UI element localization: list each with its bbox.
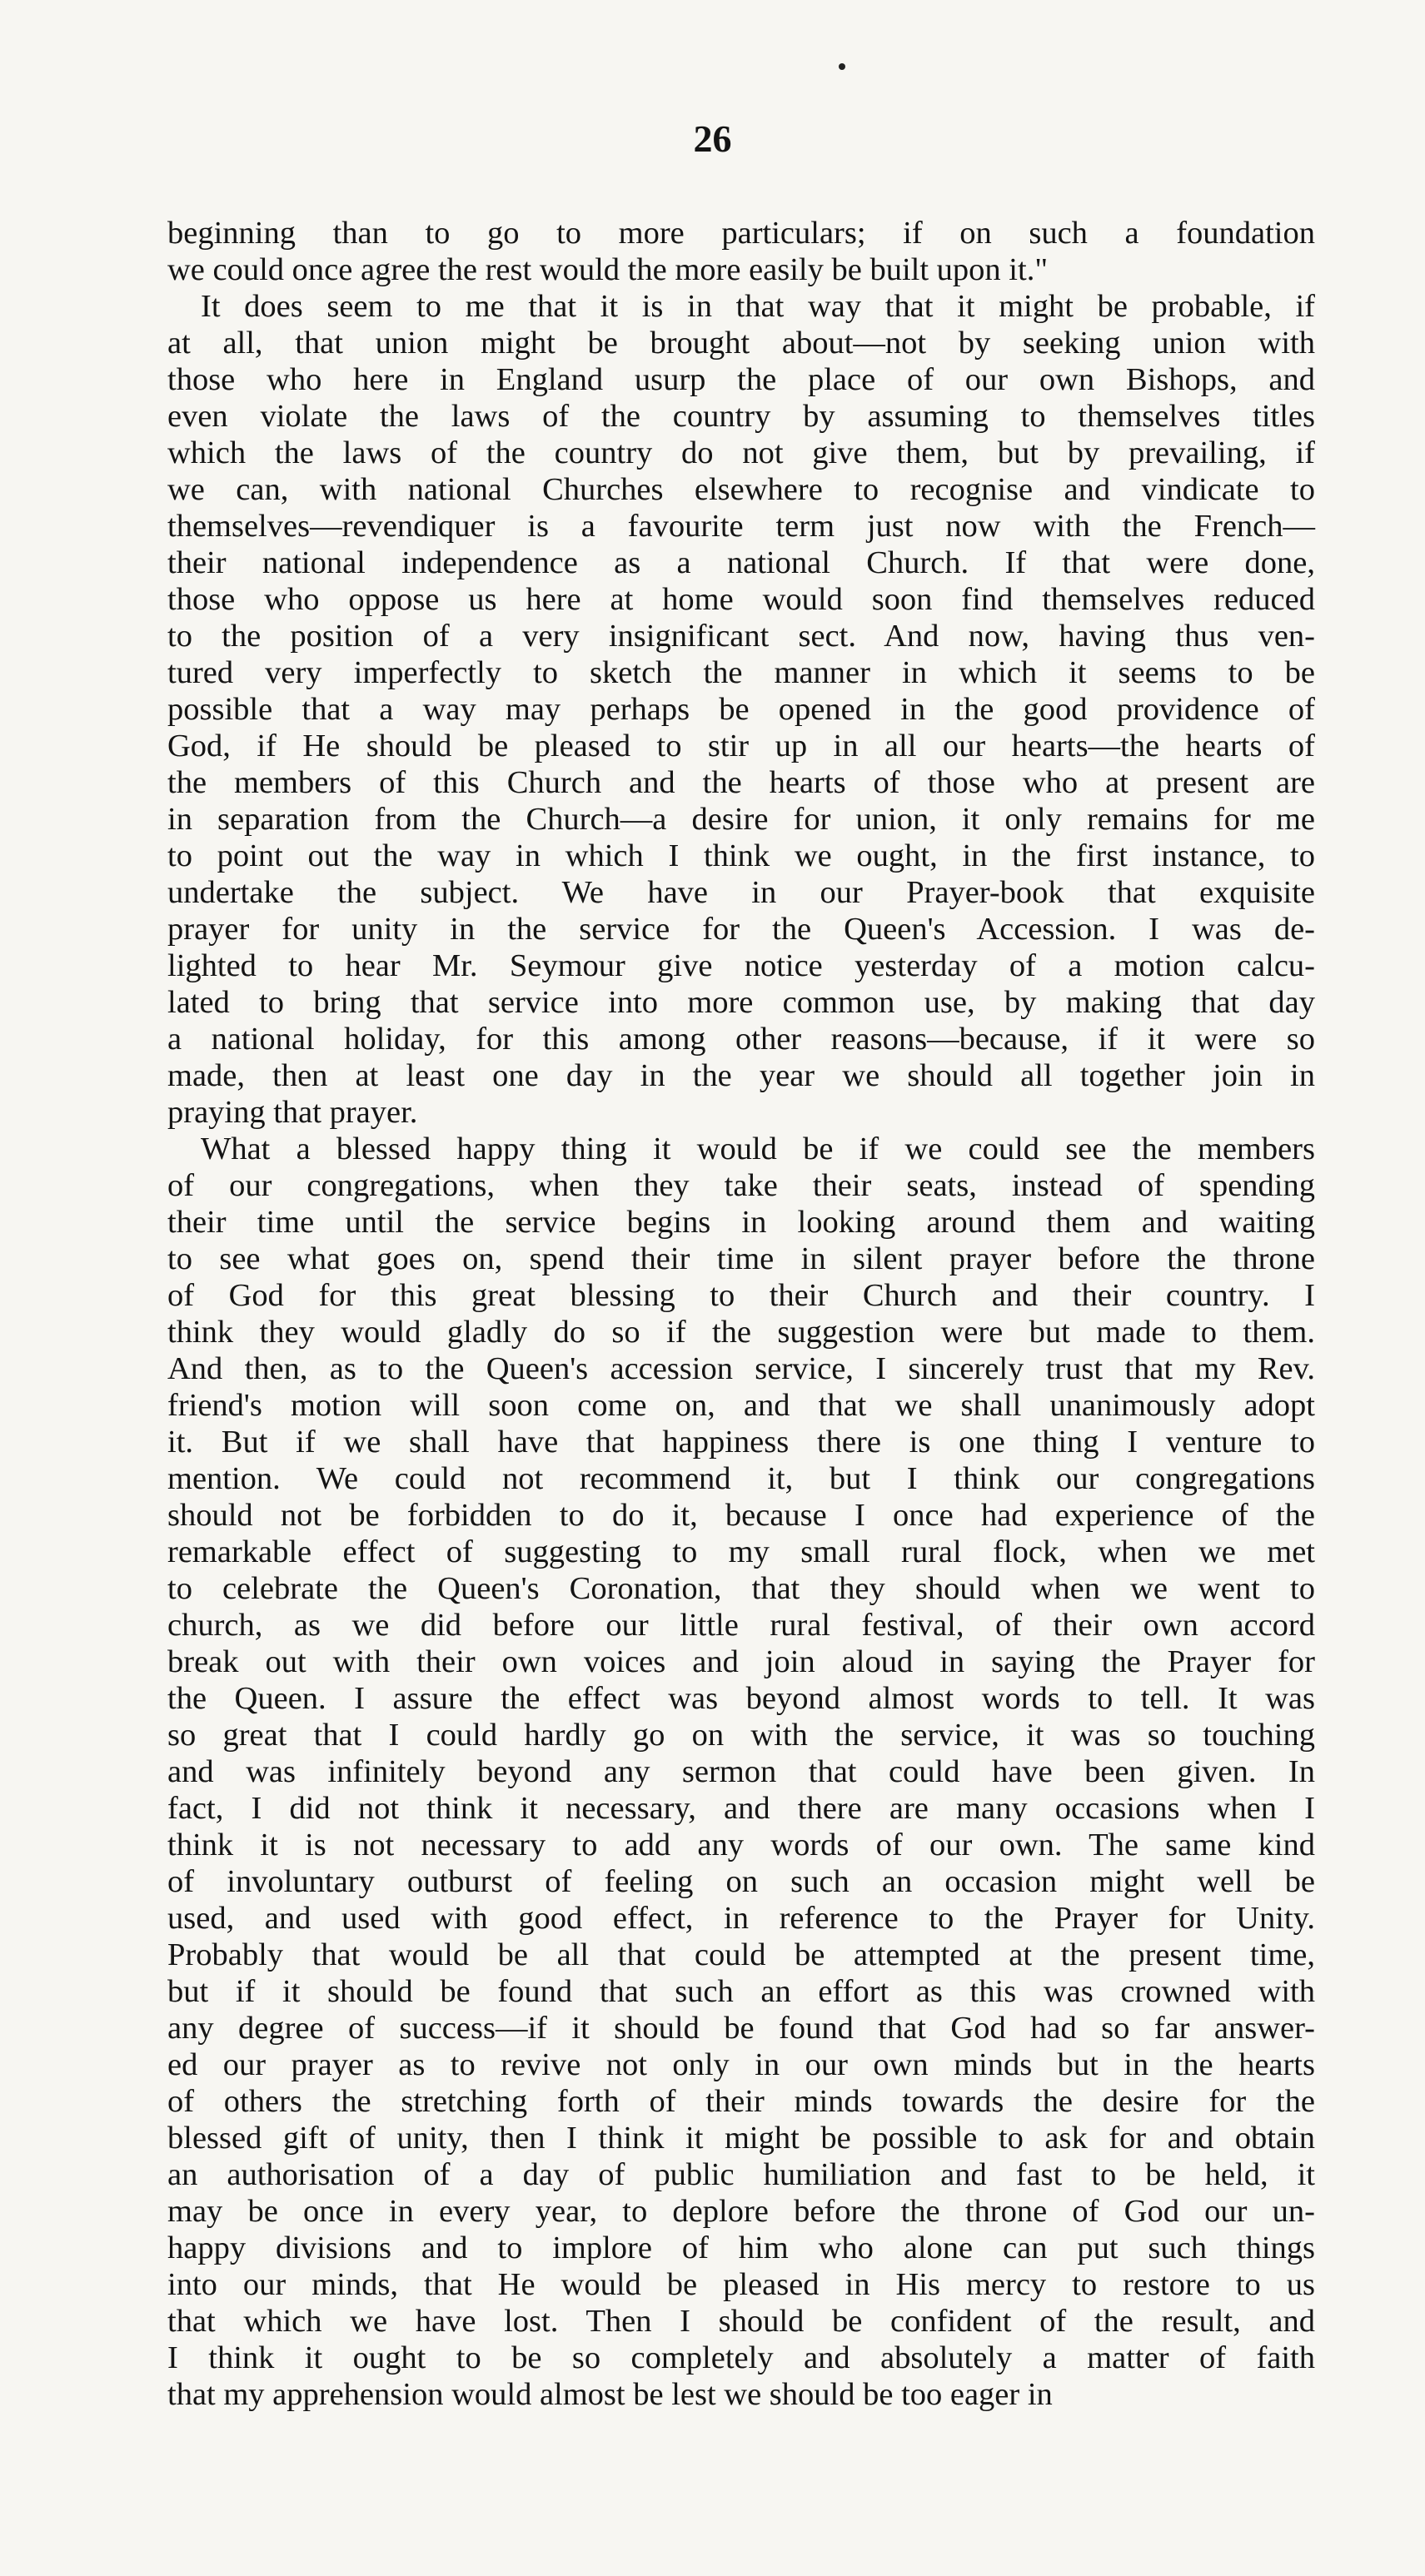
text-line: the Queen. I assure the effect was beyond almost words to tell. It was	[167, 1681, 1315, 1716]
text-line: of involuntary outburst of feeling on such an occasion might well be	[167, 1864, 1315, 1899]
text-line: of our congregations, when they take their seats, instead of spending	[167, 1168, 1315, 1203]
text-line: their time until the service begins in looking around them and waiting	[167, 1205, 1315, 1240]
text-line: that which we have lost. Then I should be confident of the result, and	[167, 2304, 1315, 2339]
text-line: to the position of a very insignificant sect. And now, having thus ven-	[167, 619, 1315, 654]
text-line: think they would gladly do so if the suggestion were but made to them.	[167, 1315, 1315, 1350]
text-line: and was infinitely beyond any sermon that could have been given. In	[167, 1754, 1315, 1789]
text-line: remarkable effect of suggesting to my small rural flock, when we met	[167, 1534, 1315, 1569]
text-line: tured very imperfectly to sketch the manner in which it seems to be	[167, 655, 1315, 690]
text-line: Probably that would be all that could be attempted at the present time,	[167, 1937, 1315, 1972]
text-line: undertake the subject. We have in our Prayer-book that exquisite	[167, 875, 1315, 910]
text-line: It does seem to me that it is in that way that it might be probable, if	[201, 289, 1315, 324]
text-line: should not be forbidden to do it, because I once had experience of the	[167, 1498, 1315, 1533]
page-number: 26	[693, 117, 732, 160]
text-line: so great that I could hardly go on with the service, it was so touching	[167, 1718, 1315, 1753]
text-line: even violate the laws of the country by assuming to themselves titles	[167, 399, 1315, 434]
text-line: to celebrate the Queen's Coronation, that they should when we went to	[167, 1571, 1315, 1606]
text-line: praying that prayer.	[167, 1095, 418, 1130]
text-line: the members of this Church and the hearts of those who at present are	[167, 765, 1315, 800]
text-line: church, as we did before our little rural festival, of their own accord	[167, 1608, 1315, 1643]
text-line: at all, that union might be brought about—not by seeking union with	[167, 326, 1315, 361]
text-line: blessed gift of unity, then I think it might be possible to ask for and obtain	[167, 2121, 1315, 2156]
text-line: lated to bring that service into more common use, by making that day	[167, 985, 1315, 1020]
text-line: an authorisation of a day of public humiliation and fast to be held, it	[167, 2157, 1315, 2192]
text-line: beginning than to go to more particulars; if on such a foundation	[167, 216, 1315, 251]
ink-speck	[839, 63, 845, 70]
text-line: may be once in every year, to deplore before the throne of God our un-	[167, 2194, 1315, 2229]
text-line: we can, with national Churches elsewhere to recognise and vindicate to	[167, 472, 1315, 507]
paragraph	[167, 288, 1315, 1131]
text-line: of others the stretching forth of their minds towards the desire for the	[167, 2084, 1315, 2119]
text-line: their national independence as a national Church. If that were done,	[167, 545, 1315, 580]
text-line: into our minds, that He would be pleased in His mercy to restore to us	[167, 2267, 1315, 2302]
text-line: themselves—revendiquer is a favourite term just now with the French—	[167, 509, 1315, 544]
text-line: God, if He should be pleased to stir up in all our hearts—the hearts of	[167, 729, 1315, 763]
text-line: any degree of success—if it should be found that God had so far answer-	[167, 2011, 1315, 2046]
text-line: used, and used with good effect, in reference to the Prayer for Unity.	[167, 1901, 1315, 1936]
text-line: of God for this great blessing to their Church and their country. I	[167, 1278, 1315, 1313]
paragraph	[167, 1131, 1315, 2413]
text-line: lighted to hear Mr. Seymour give notice yesterday of a motion calcu-	[167, 948, 1315, 983]
text-line: made, then at least one day in the year we should all together join in	[167, 1058, 1315, 1093]
text-line: to point out the way in which I think we ought, in the first instance, to	[167, 838, 1315, 873]
text-line: break out with their own voices and join aloud in saying the Prayer for	[167, 1644, 1315, 1679]
text-line: which the laws of the country do not give them, but by prevailing, if	[167, 435, 1315, 470]
text-line: those who here in England usurp the place of our own Bishops, and	[167, 362, 1315, 397]
text-line: in separation from the Church—a desire for union, it only remains for me	[167, 802, 1315, 837]
text-line: I think it ought to be so completely and absolutely a matter of faith	[167, 2340, 1315, 2375]
paragraph	[167, 215, 1315, 288]
text-line: to see what goes on, spend their time in silent prayer before the throne	[167, 1241, 1315, 1276]
text-line: mention. We could not recommend it, but I think our congregations	[167, 1461, 1315, 1496]
text-line: friend's motion will soon come on, and that we shall unanimously adopt	[167, 1388, 1315, 1423]
text-line: we could once agree the rest would the more easily be built upon it."	[167, 252, 1049, 287]
text-line: And then, as to the Queen's accession service, I sincerely trust that my Rev.	[167, 1351, 1315, 1386]
text-line: that my apprehension would almost be lest we should be too eager in	[167, 2377, 1053, 2412]
text-line: prayer for unity in the service for the Queen's Accession. I was de-	[167, 912, 1315, 947]
text-line: think it is not necessary to add any words of our own. The same kind	[167, 1828, 1315, 1862]
text-line: happy divisions and to implore of him who alone can put such things	[167, 2230, 1315, 2265]
text-line: those who oppose us here at home would soon find themselves reduced	[167, 582, 1315, 617]
text-line: it. But if we shall have that happiness there is one thing I venture to	[167, 1425, 1315, 1460]
text-line: a national holiday, for this among other reasons—because, if it were so	[167, 1022, 1315, 1057]
text-line: possible that a way may perhaps be opened in the good providence of	[167, 692, 1315, 727]
text-line: fact, I did not think it necessary, and there are many occasions when I	[167, 1791, 1315, 1826]
text-line: What a blessed happy thing it would be if we could see the members	[201, 1131, 1315, 1166]
text-line: ed our prayer as to revive not only in our own minds but in the hearts	[167, 2047, 1315, 2082]
body-text	[167, 215, 1315, 2413]
text-line: but if it should be found that such an effort as this was crowned with	[167, 1974, 1315, 2009]
